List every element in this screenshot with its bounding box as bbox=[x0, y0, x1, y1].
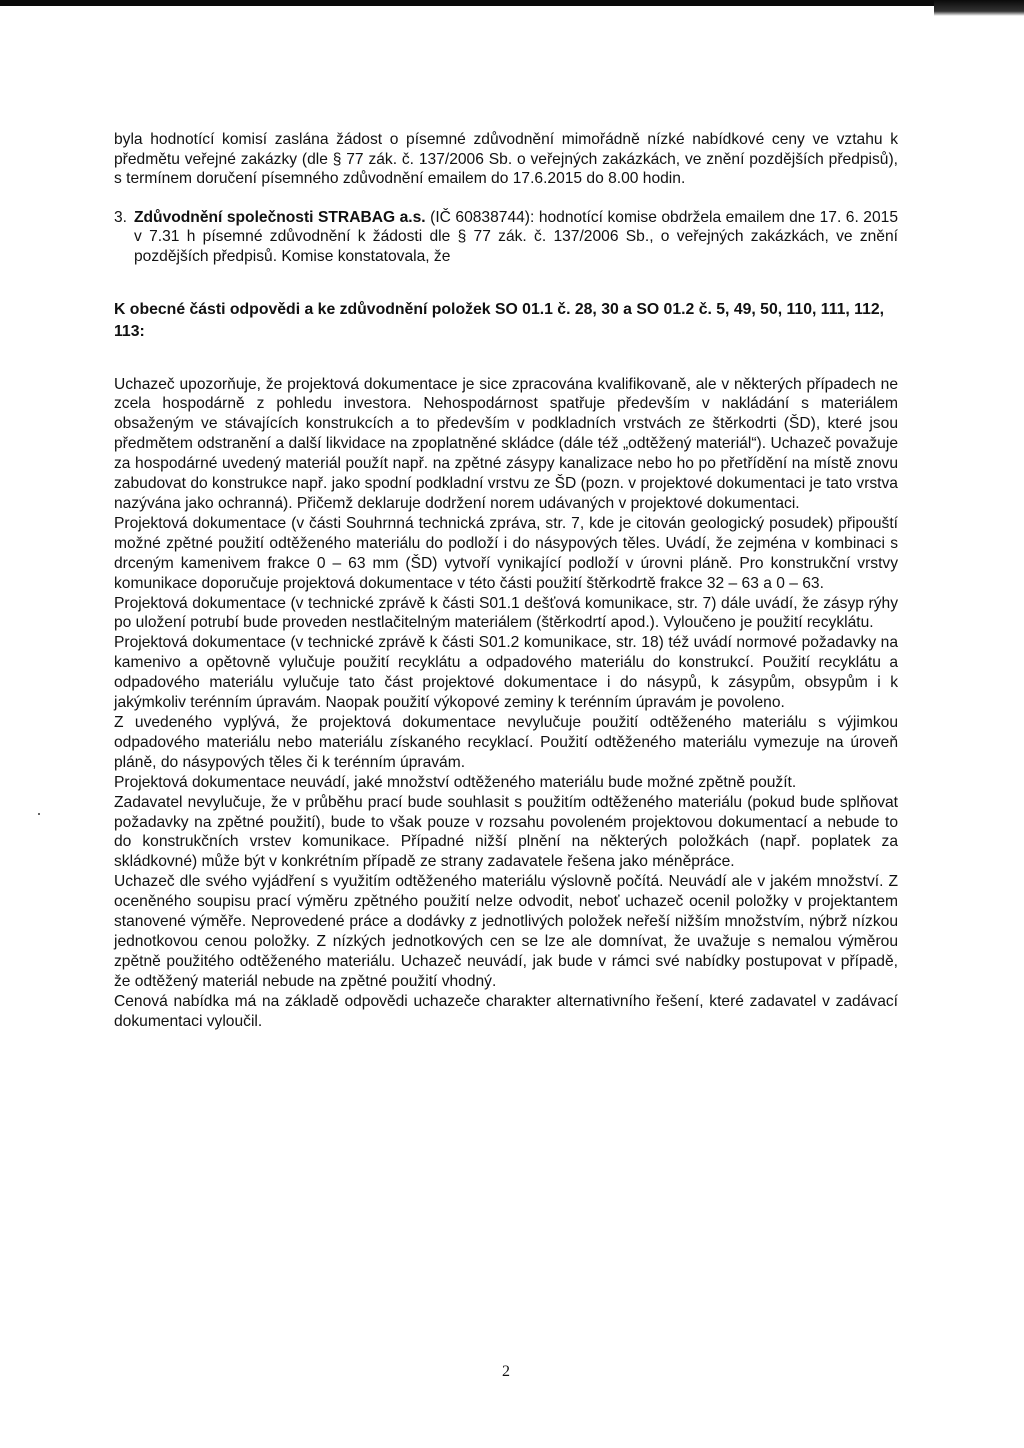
list-item-3 bbox=[114, 208, 898, 267]
scan-top-border bbox=[0, 0, 1024, 6]
section-heading: K obecné části odpovědi a ke zdůvodnění položek SO 01.1 č. 28, 30 a SO 01.2 č. 5, 49, 50, 110, 111, 112, 113: bbox=[114, 300, 885, 340]
scan-speck bbox=[38, 813, 40, 815]
paragraph: Uchazeč dle svého vyjádření s využitím odtěženého materiálu výslovně počítá. Neuvádí ale v jakém množství. Z oceněného soupisu prací výměru zpětného použití nelze odvodit, neboť uchazeč ocenil položky v projektantem stanovené výměře. Neprovedené práce a dodávky z jednotlivých položek neřeší nižším množstvím, nýbrž nízkou jednotkovou cenou položky. Z nízkých jednotkových cen se lze ale domnívat, že uvažuje s nemalou výměrou zpětně použitého odtěženého materiálu. Uchazeč neuvádí, jak bude v rámci své nabídky postupovat v případě, že odtěžený materiál nebude na zpětné použití vhodný. bbox=[114, 873, 898, 990]
page-number: 2 bbox=[502, 1363, 510, 1380]
list-item-number: 3. bbox=[114, 208, 128, 226]
intro-paragraph: byla hodnotící komisí zaslána žádost o písemné zdůvodnění mimořádně nízké nabídkové ceny ve vztahu k předmětu veřejné zakázky (dle § 77 zák. č. 137/2006 Sb. o veřejných zakázkách, ve znění pozdějších předpisů), s termínem doručení písemného zdůvodnění emailem do 17.6.2015 do 8.00 hodin. bbox=[114, 131, 898, 188]
paragraph: Projektová dokumentace (v technické zprávě k části S01.1 dešťová komunikace, str. 7) dále uvádí, že zásyp rýhy po uložení potrubí bude proveden nestlačitelným materiálem (štěrkodrtí apod.). Vyloučeno je použití recyklátu. bbox=[114, 594, 898, 632]
list-item-text bbox=[134, 208, 898, 267]
body-paragraphs bbox=[114, 375, 898, 1032]
document-body bbox=[114, 130, 898, 1031]
paragraph: Uchazeč upozorňuje, že projektová dokumentace je sice zpracována kvalifikovaně, ale v některých případech ne zcela hospodárně z pohledu investora. Nehospodárnost spatřuje především v nakládání s materiálem obsaženým ve stávajících konstrukcích a to především v podkladních vrstvách ze štěrkodrti (ŠD), které jsou předmětem odstranění a další likvidace na zpoplatněné skládce (dále též „odtěžený materiál“). Uchazeč považuje za hospodárné uvedený materiál použít např. na zpětné zásypy kanalizace nebo ho po přetřídění na místě znovu zabudovat do konstrukce např. jako spodní podkladní vrstvu ze ŠD (pozn. v projektové dokumentaci je tato vrstva nazývána jako ochranná). Přičemž deklaruje dodržení norem udávaných v projektové dokumentaci. bbox=[114, 375, 898, 512]
paragraph: Zadavatel nevylučuje, že v průběhu prací bude souhlasit s použitím odtěženého materiálu (pokud bude splňovat požadavky na zpětné použití), bude to však pouze v rozsahu povoleném projektovou dokumentací a nebude to do konstrukčních vrstev komunikace. Případné nižší plnění na některých položkách (např. poplatek za skládkovné) může být v konkrétním případě ze strany zadavatele řešena jako méněpráce. bbox=[114, 793, 898, 871]
list-item-body: (IČ 60838744): hodnotící komise obdržela emailem dne 17. 6. 2015 v 7.31 h písemné zdůvodnění k žádosti dle § 77 zák. č. 137/2006 Sb., o veřejných zakázkách, ve znění pozdějších předpisů. Komise konstatovala, že bbox=[134, 208, 898, 265]
paragraph: Z uvedeného vyplývá, že projektová dokumentace nevylučuje použití odtěženého materiálu s výjimkou odpadového materiálu nebo materiálu získaného recyklací. Použití odtěženého materiálu vymezuje na úroveň pláně, do násypových těles či k terénním úpravám. bbox=[114, 713, 898, 771]
scan-corner-mark bbox=[934, 0, 1024, 16]
paragraph: Projektová dokumentace (v technické zprávě k části S01.2 komunikace, str. 18) též uvádí normové požadavky na kamenivo a opětovně vylučuje použití recyklátu a odpadového materiálu do konstrukcí. Použití recyklátu a odpadového materiálu vylučuje tato část projektové dokumentace i do násypů, k zásypům, obsypům i k jakýmkoliv terénním úpravám. Naopak použití výkopové zeminy k terénním úpravám je povoleno. bbox=[114, 634, 898, 712]
paragraph: Projektová dokumentace neuvádí, jaké množství odtěženého materiálu bude možné zpětně použít. bbox=[114, 773, 797, 791]
paragraph: Cenová nabídka má na základě odpovědi uchazeče charakter alternativního řešení, které zadavatel v zadávací dokumentaci vyloučil. bbox=[114, 992, 898, 1030]
list-item-bold-title: Zdůvodnění společnosti STRABAG a.s. bbox=[134, 208, 426, 226]
paragraph: Projektová dokumentace (v části Souhrnná technická zpráva, str. 7, kde je citován geologický posudek) připouští možné zpětné použití odtěženého materiálu do podloží i do násypových těles. Uvádí, že zejména v kombinaci s drceným kamenivem frakce 0 – 63 mm (ŠD) vytvoří vynikající podloží v úrovni pláně. Pro konstrukční vrstvy komunikace doporučuje projektová dokumentace v této části použití štěrkodrtě frakce 32 – 63 a 0 – 63. bbox=[114, 514, 898, 592]
